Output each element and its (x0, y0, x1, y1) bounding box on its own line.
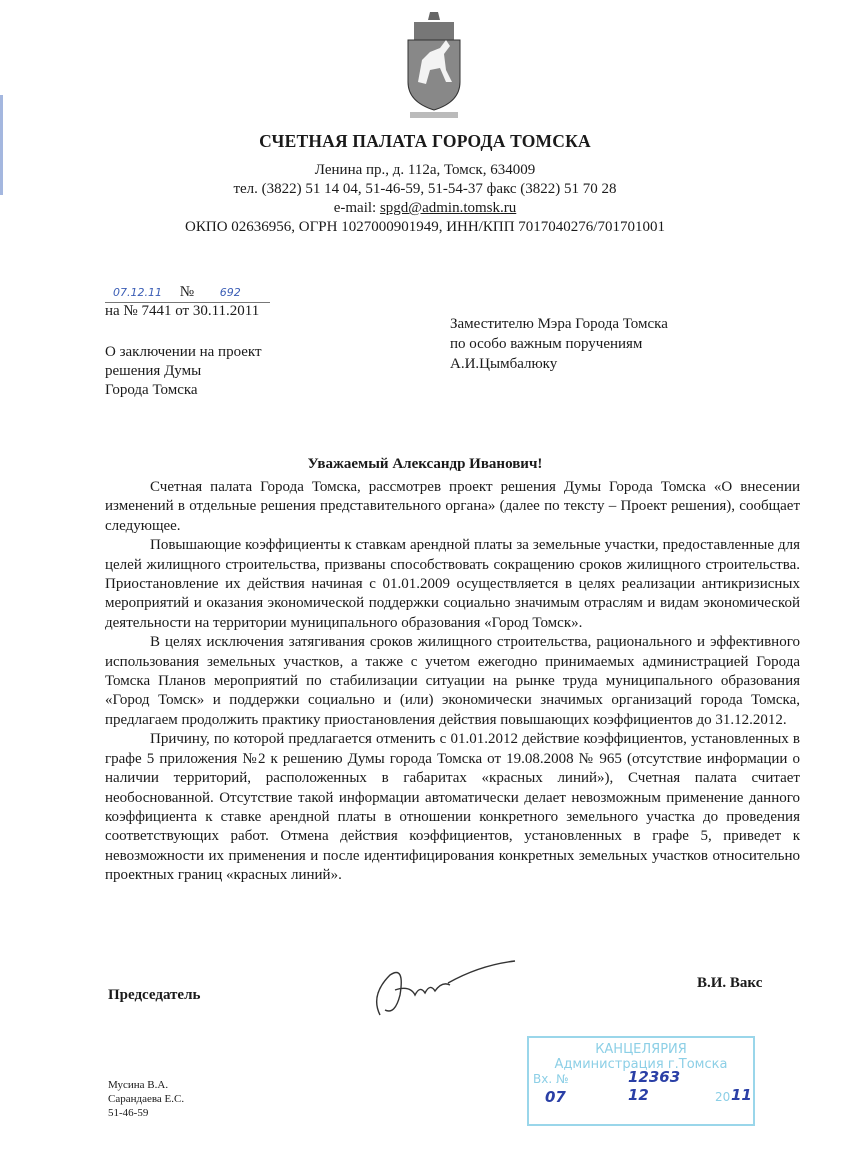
organization-name: СЧЕТНАЯ ПАЛАТА ГОРОДА ТОМСКА (259, 131, 591, 151)
reply-reference: на № 7441 от 30.11.2011 (105, 303, 260, 319)
registration-stamp (527, 1036, 755, 1126)
stamp-title: КАНЦЕЛЯРИЯ (595, 1042, 687, 1057)
addressee-line: А.И.Цымбалюку (450, 356, 558, 372)
greeting: Уважаемый Александр Иванович! (307, 456, 543, 472)
phones: тел. (3822) 51 14 04, 51-46-59, 51-54-37 факс (3822) 51 70 28 (233, 181, 617, 197)
executor-name: Мусина В.А. (108, 1079, 169, 1091)
subject-line: О заключении на проект (105, 344, 262, 360)
subject-line: Города Томска (105, 382, 198, 398)
email-line (0, 200, 850, 217)
addressee-line: Заместителю Мэра Города Томска (450, 316, 668, 332)
stamp-day: 07 (545, 1088, 566, 1106)
stamp-organization: Администрация г.Томска (554, 1057, 728, 1072)
subject-line: решения Думы (105, 363, 202, 379)
handwritten-signature (370, 955, 520, 1020)
addressee (450, 314, 668, 374)
stamp-in-label: Вх. № (533, 1072, 569, 1086)
signatory-role: Председатель (108, 987, 201, 1003)
paragraph: В целях исключения затягивания сроков жилищного строительства, рационального и эффективного использования земельных участков, а также с учетом ежегодно принимаемых администрацией Города Томска Планов мероприятий по стабилизации ситуации на рынке труда муниципального образования «Город Томск» и поддержки социально и (или) экономически значимых организаций города Томска, предлагаем продолжить практику приостановления действия повышающих коэффициентов до 31.12.2012. (105, 634, 800, 728)
executor-phone: 51-46-59 (108, 1107, 149, 1119)
executor-name: Сарандаева Е.С. (108, 1093, 185, 1105)
stamp-year-prefix: 20 (715, 1090, 731, 1104)
tomsk-coat-of-arms-emblem (400, 10, 468, 122)
addressee-line: по особо важным поручениям (450, 336, 643, 352)
outgoing-date: 07.12.11 (113, 286, 162, 299)
signatory-name: В.И. Вакс (697, 975, 763, 991)
outgoing-number: 692 (219, 286, 241, 299)
subject (105, 343, 262, 400)
stamp-year: 11 (731, 1086, 752, 1104)
executors (108, 1078, 184, 1120)
stamp-date-row (533, 1086, 753, 1108)
address: Ленина пр., д. 112а, Томск, 634009 (314, 162, 536, 178)
stamp-month: 12 (628, 1086, 649, 1104)
number-sign: № (179, 284, 195, 300)
email-link[interactable]: spgd@admin.tomsk.ru (379, 200, 517, 216)
paragraph: Повышающие коэффициенты к ставкам арендной платы за земельные участки, предоставленные для целей жилищного строительства, призваны способствовать сокращению сроков жилищного строительства. Приостановление их действия начиная с 01.01.2009 осуществляется в целях реализации антикризисных мероприятий и оказания экономической поддержки социально значимым отраслям и видам экономической деятельности на территории муниципального образования «Город Томск». (105, 537, 800, 631)
email-label: e-mail: (333, 200, 380, 216)
paragraph: Причину, по которой предлагается отменить с 01.01.2012 действие коэффициентов, установленных в графе 5 приложения №2 к решению Думы города Томска от 19.08.2008 № 965 (отсутствие информации о наличии территорий, расположенных в габаритах «красных линий»), Счетная палата считает необоснованной. Отсутствие такой информации автоматически делает невозможным применение данного коэффициента к ставке арендной платы в отношении конкретного земельного участка до проведения соответствующих работ. Отмена действия коэффициентов, установленных в графе 5, приведет к невозможности их применения и после идентифицирования конкретных земельных участков относительно проектных границ «красных линий». (105, 731, 800, 884)
outgoing-number-line (105, 283, 270, 303)
paragraph: Счетная палата Города Томска, рассмотрев проект решения Думы Города Томска «О внесении изменений в отдельные решения представительного органа» (далее по тексту – Проект решения), сообщает следующее. (105, 479, 800, 534)
registration-codes: ОКПО 02636956, ОГРН 1027000901949, ИНН/КПП 7017040276/701701001 (185, 219, 665, 235)
letter-body (105, 478, 800, 886)
stamp-in-number: 12363 (628, 1068, 681, 1086)
